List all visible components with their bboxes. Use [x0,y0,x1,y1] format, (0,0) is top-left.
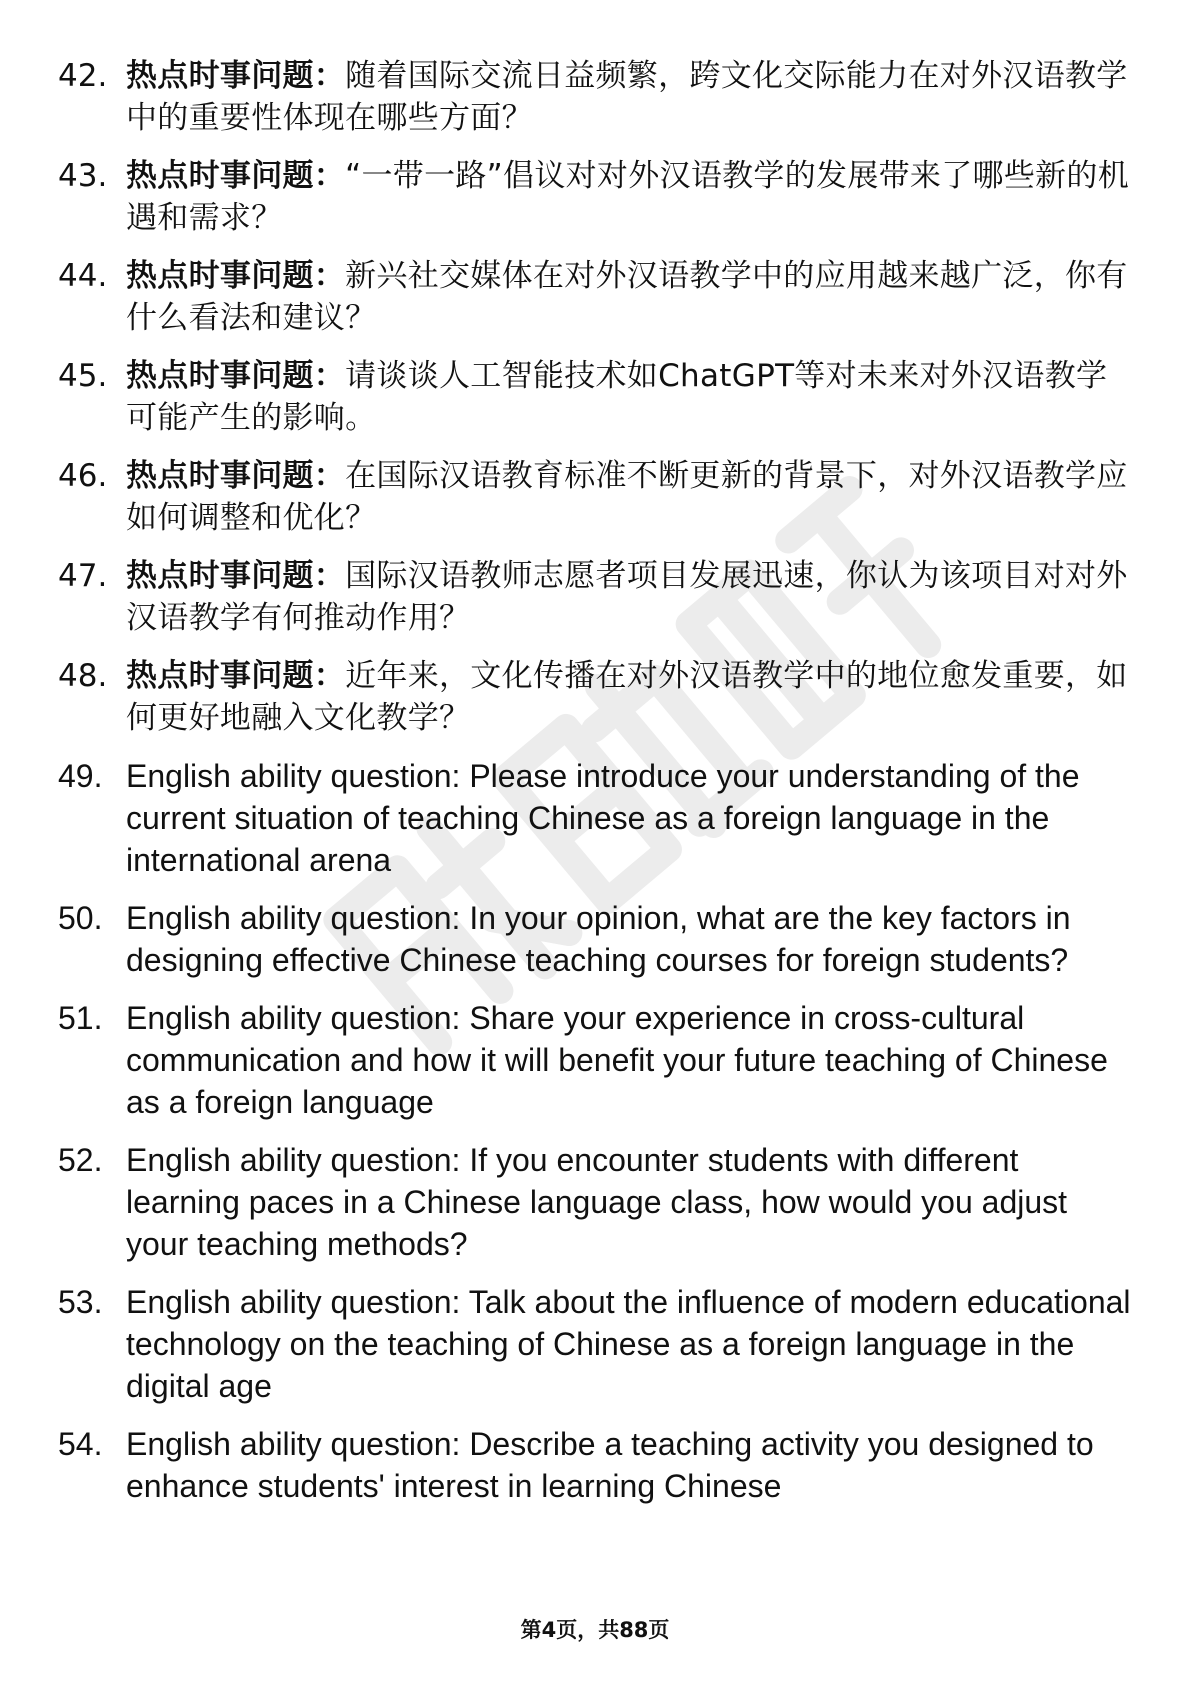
question-list [58,55,1138,1523]
question-item [58,755,1138,881]
page-footer: 第4页，共88页 [520,1618,670,1642]
question-number: 51. [58,1000,103,1036]
question-text: 国际汉语教师志愿者项目发展迅速，你认为该项目对对外汉语教学有何推动作用？ [126,558,1128,636]
question-item [58,997,1138,1123]
question-number: 49. [58,758,103,794]
question-number: 54. [58,1426,103,1462]
question-text: English ability question: If you encounter students with different learning paces in a Chinese language class, how would you adjust your teaching methods? [126,1142,1068,1262]
question-item [58,155,1138,239]
question-body [126,55,1138,139]
question-item [58,655,1138,739]
question-text: English ability question: Describe a teaching activity you designed to enhance students' interest in learning Chinese [126,1426,1094,1504]
question-text: 在国际汉语教育标准不断更新的背景下，对外汉语教学应如何调整和优化？ [126,458,1128,536]
question-category: 热点时事问题： [126,658,346,694]
question-number: 45. [58,358,108,394]
question-item [58,455,1138,539]
question-text: “一带一路”倡议对对外汉语教学的发展带来了哪些新的机遇和需求？ [126,158,1130,236]
question-number: 50. [58,900,103,936]
question-body [126,255,1138,339]
question-text: 新兴社交媒体在对外汉语教学中的应用越来越广泛，你有什么看法和建议？ [126,258,1128,336]
question-category: 热点时事问题： [126,358,346,394]
question-body [126,555,1138,639]
question-category: 热点时事问题： [126,558,346,594]
question-body [126,655,1138,739]
question-body [126,455,1138,539]
question-number: 44. [58,258,108,294]
question-body [126,355,1138,439]
question-category: 热点时事问题： [126,458,346,494]
question-item [58,55,1138,139]
question-text: English ability question: Share your experience in cross-cultural communication and how it will benefit your future teaching of Chinese as a foreign language [126,1000,1108,1120]
question-item [58,555,1138,639]
question-text: English ability question: Please introduce your understanding of the current situation of teaching Chinese as a foreign language in the international arena [126,758,1080,878]
question-text: 请谈谈人工智能技术如ChatGPT等对未来对外汉语教学可能产生的影响。 [126,358,1108,436]
question-number: 47. [58,558,108,594]
question-text: 近年来，文化传播在对外汉语教学中的地位愈发重要，如何更好地融入文化教学？ [126,658,1128,736]
question-number: 42. [58,58,108,94]
question-category: 热点时事问题： [126,158,346,194]
question-body [126,155,1138,239]
question-number: 48. [58,658,108,694]
question-item [58,1423,1138,1507]
question-item [58,897,1138,981]
question-text: 随着国际交流日益频繁，跨文化交际能力在对外汉语教学中的重要性体现在哪些方面？ [126,58,1128,136]
question-item [58,1139,1138,1265]
question-category: 热点时事问题： [126,58,346,94]
question-number: 46. [58,458,108,494]
question-text: English ability question: Talk about the influence of modern educational technology on the teaching of Chinese as a foreign language in the digital age [126,1284,1131,1404]
question-category: 热点时事问题： [126,258,346,294]
question-number: 53. [58,1284,103,1320]
question-item [58,255,1138,339]
question-item [58,355,1138,439]
question-item [58,1281,1138,1407]
question-text: English ability question: In your opinion, what are the key factors in designing effective Chinese teaching courses for foreign students? [126,900,1071,978]
question-number: 52. [58,1142,103,1178]
question-number: 43. [58,158,108,194]
